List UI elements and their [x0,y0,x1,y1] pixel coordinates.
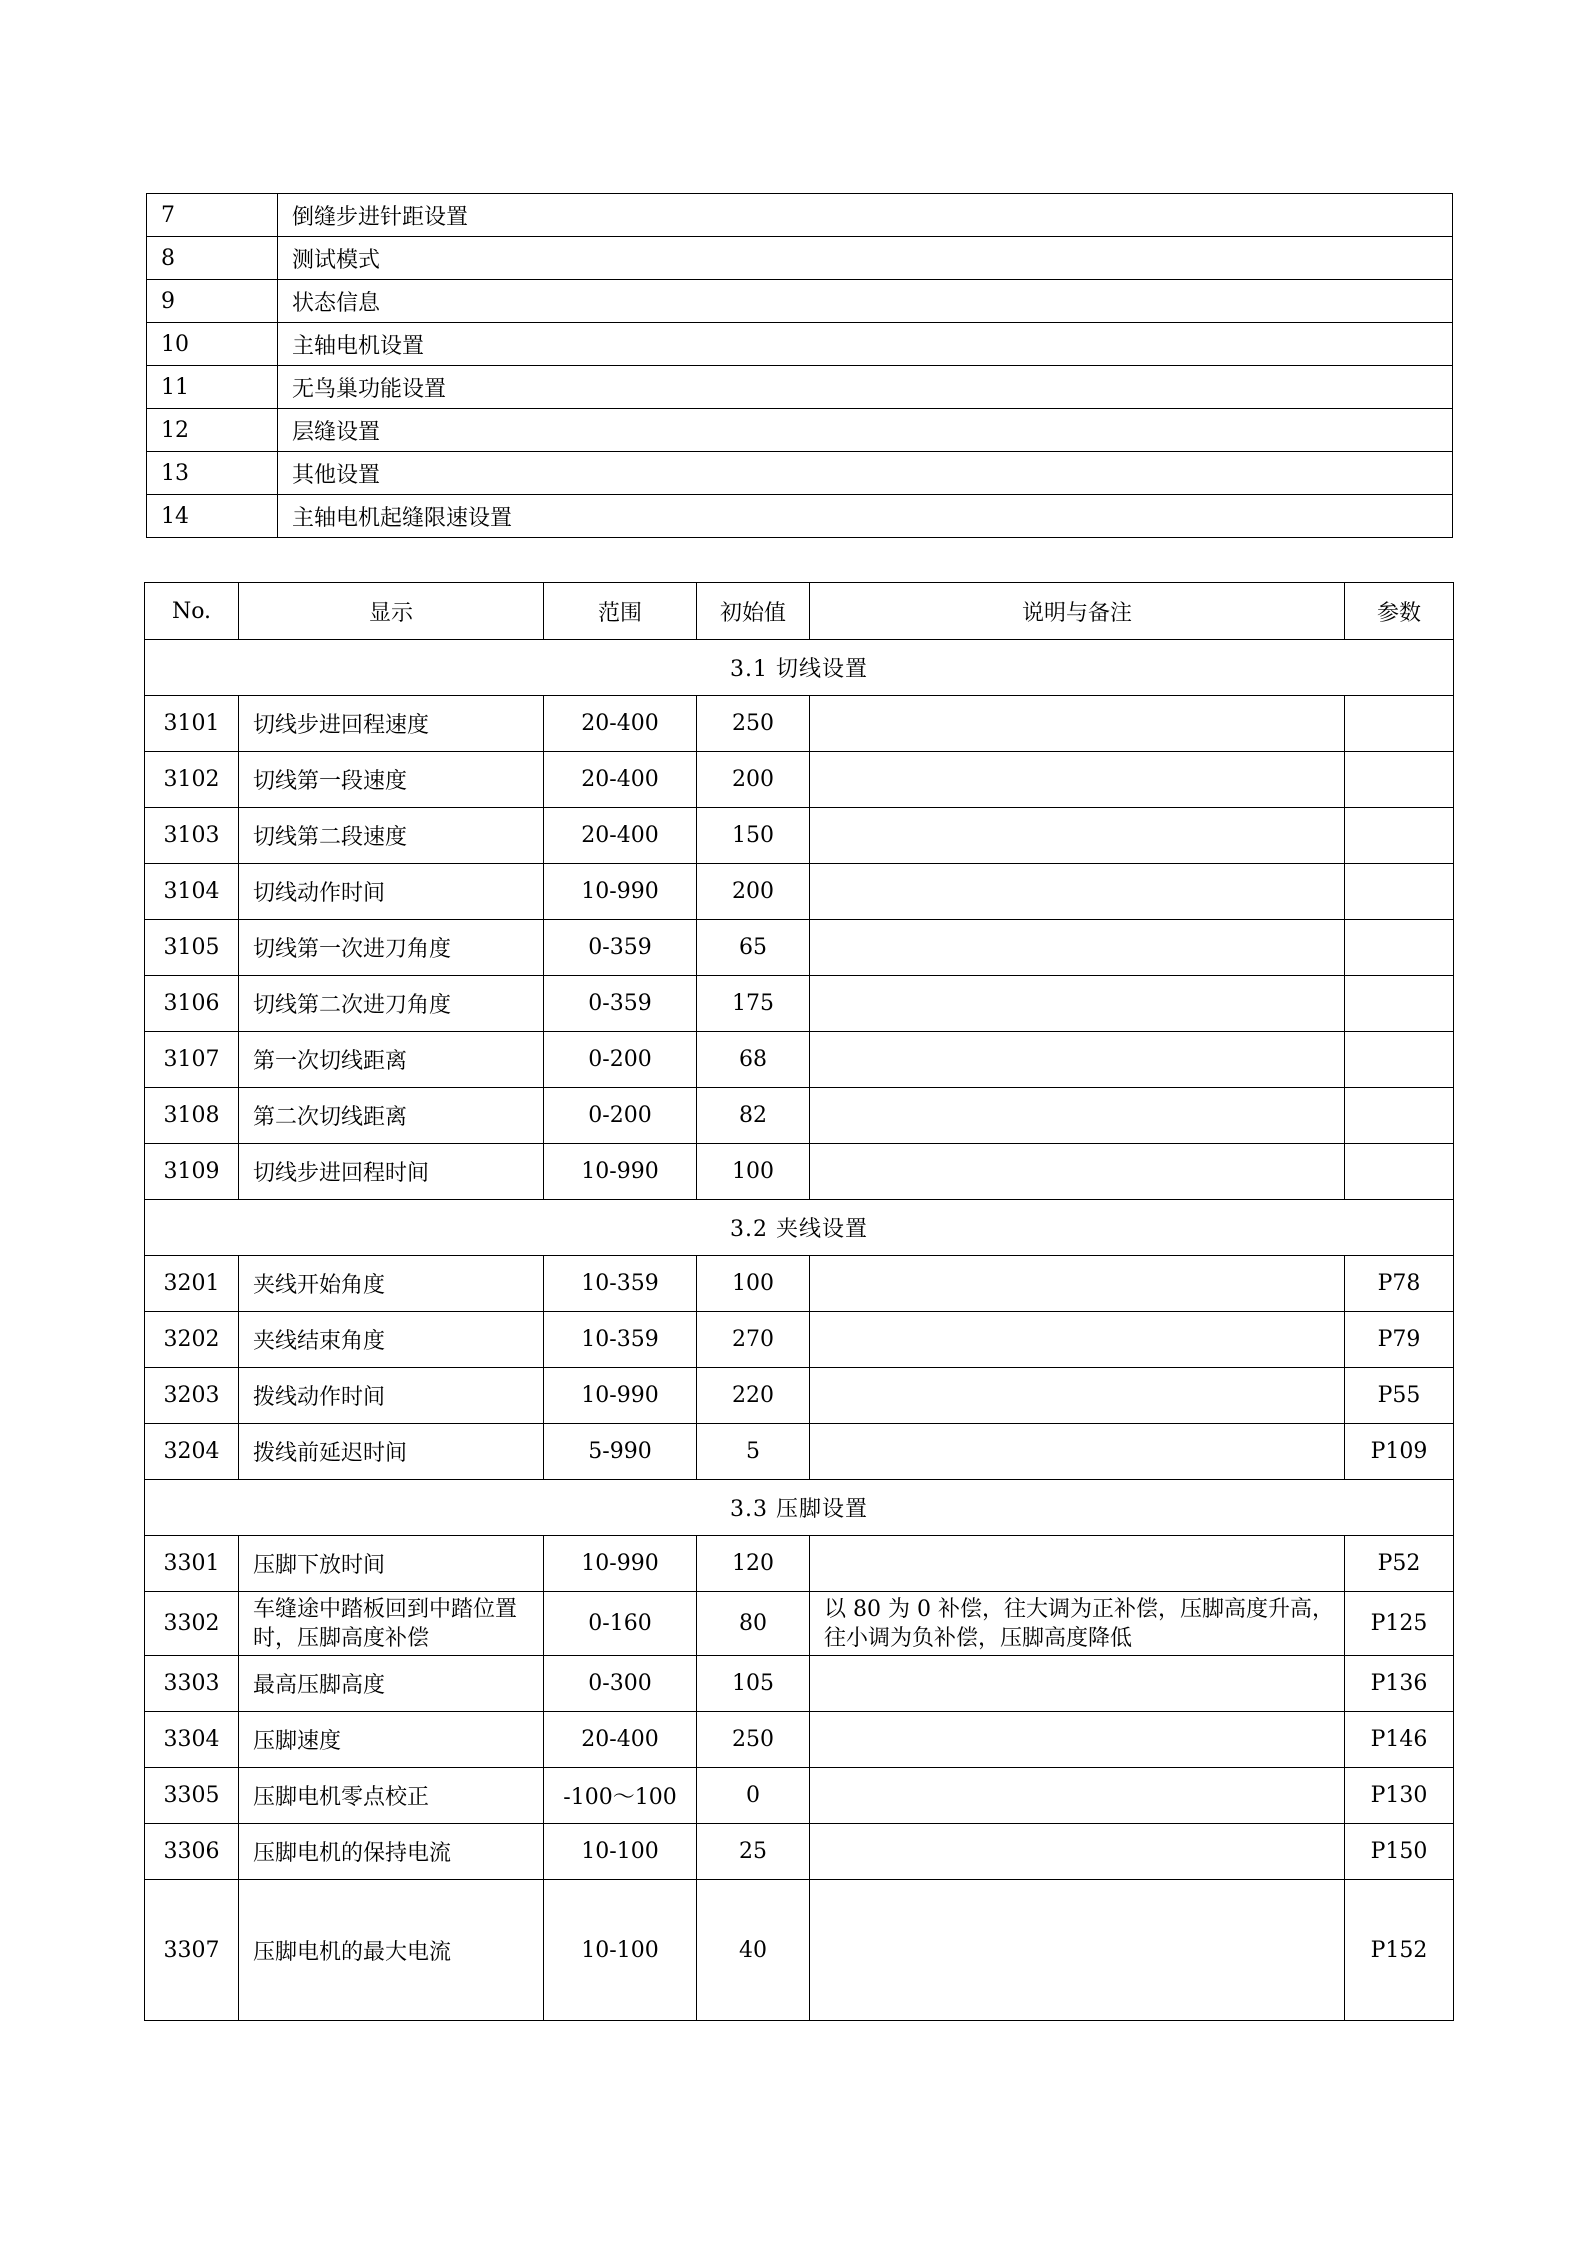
index-row [147,194,1453,237]
cell-display: 压脚电机的保持电流 [239,1824,544,1880]
cell-no: 3107 [145,1032,239,1088]
cell-display: 压脚电机零点校正 [239,1768,544,1824]
cell-param: P146 [1345,1712,1454,1768]
header-note: 说明与备注 [810,583,1345,640]
cell-display: 压脚电机的最大电流 [239,1880,544,2021]
cell-no: 3307 [145,1880,239,2021]
table-row [145,752,1454,808]
cell-display: 切线第二次进刀角度 [239,976,544,1032]
cell-range: 0-300 [544,1656,697,1712]
cell-no: 3102 [145,752,239,808]
cell-initial: 100 [697,1256,810,1312]
index-row [147,280,1453,323]
cell-initial: 65 [697,920,810,976]
cell-range: 20-400 [544,1712,697,1768]
table-row [145,1656,1454,1712]
cell-display: 切线步进回程速度 [239,696,544,752]
cell-param [1345,696,1454,752]
cell-param: P55 [1345,1368,1454,1424]
cell-note [810,976,1345,1032]
table-row [145,1592,1454,1656]
table-row [145,920,1454,976]
cell-note [810,1712,1345,1768]
index-number: 10 [147,323,278,366]
header-initial: 初始值 [697,583,810,640]
table-row [145,1144,1454,1200]
cell-range: 0-359 [544,976,697,1032]
cell-display: 切线第二段速度 [239,808,544,864]
cell-param: P78 [1345,1256,1454,1312]
cell-display: 第二次切线距离 [239,1088,544,1144]
cell-display: 第一次切线距离 [239,1032,544,1088]
header-range: 范围 [544,583,697,640]
cell-note [810,1880,1345,2021]
cell-initial: 80 [697,1592,810,1656]
cell-initial: 0 [697,1768,810,1824]
table-row [145,1032,1454,1088]
parameter-table [144,582,1454,2021]
cell-initial: 105 [697,1656,810,1712]
cell-initial: 220 [697,1368,810,1424]
cell-note [810,1088,1345,1144]
table-row [145,1768,1454,1824]
cell-initial: 250 [697,696,810,752]
index-row [147,409,1453,452]
table-row [145,1256,1454,1312]
table-row [145,864,1454,920]
cell-initial: 250 [697,1712,810,1768]
cell-display: 拨线动作时间 [239,1368,544,1424]
cell-no: 3105 [145,920,239,976]
cell-note [810,920,1345,976]
table-row [145,1424,1454,1480]
cell-display: 切线步进回程时间 [239,1144,544,1200]
cell-no: 3104 [145,864,239,920]
table-row [145,1824,1454,1880]
cell-param: P109 [1345,1424,1454,1480]
cell-range: 10-100 [544,1824,697,1880]
index-number: 11 [147,366,278,409]
index-title: 其他设置 [278,452,1453,495]
section-row [145,1480,1454,1536]
section-title: 3.2 夹线设置 [145,1200,1454,1256]
cell-no: 3304 [145,1712,239,1768]
cell-no: 3301 [145,1536,239,1592]
cell-param [1345,976,1454,1032]
cell-note [810,864,1345,920]
index-number: 14 [147,495,278,538]
index-title: 无鸟巢功能设置 [278,366,1453,409]
table-row [145,1712,1454,1768]
cell-param: P130 [1345,1768,1454,1824]
cell-range: 5-990 [544,1424,697,1480]
cell-note [810,1032,1345,1088]
index-row [147,323,1453,366]
cell-param [1345,752,1454,808]
cell-param [1345,920,1454,976]
cell-note [810,1824,1345,1880]
cell-param [1345,864,1454,920]
cell-param [1345,808,1454,864]
cell-display: 拨线前延迟时间 [239,1424,544,1480]
cell-no: 3305 [145,1768,239,1824]
cell-note [810,1256,1345,1312]
menu-index-table [146,193,1453,538]
cell-no: 3108 [145,1088,239,1144]
cell-note [810,1144,1345,1200]
cell-no: 3202 [145,1312,239,1368]
index-title: 测试模式 [278,237,1453,280]
cell-range: 0-200 [544,1032,697,1088]
cell-range: 10-359 [544,1312,697,1368]
index-number: 8 [147,237,278,280]
cell-note [810,1368,1345,1424]
cell-range: 10-100 [544,1880,697,2021]
cell-range: 20-400 [544,696,697,752]
cell-param: P152 [1345,1880,1454,2021]
cell-initial: 68 [697,1032,810,1088]
cell-param [1345,1088,1454,1144]
cell-note [810,1768,1345,1824]
section-title: 3.1 切线设置 [145,640,1454,696]
section-row [145,640,1454,696]
section-row [145,1200,1454,1256]
cell-note [810,808,1345,864]
cell-initial: 150 [697,808,810,864]
cell-param [1345,1032,1454,1088]
cell-range: 10-359 [544,1256,697,1312]
cell-initial: 82 [697,1088,810,1144]
index-row [147,495,1453,538]
cell-range: 0-359 [544,920,697,976]
cell-initial: 25 [697,1824,810,1880]
index-title: 主轴电机起缝限速设置 [278,495,1453,538]
table-row [145,1088,1454,1144]
cell-note [810,696,1345,752]
table-row [145,1312,1454,1368]
cell-param [1345,1144,1454,1200]
cell-initial: 5 [697,1424,810,1480]
cell-no: 3103 [145,808,239,864]
cell-display: 夹线结束角度 [239,1312,544,1368]
cell-range: 0-200 [544,1088,697,1144]
cell-param: P52 [1345,1536,1454,1592]
cell-display: 切线第一次进刀角度 [239,920,544,976]
cell-initial: 40 [697,1880,810,2021]
cell-display: 切线动作时间 [239,864,544,920]
table-row [145,976,1454,1032]
cell-initial: 200 [697,864,810,920]
index-title: 层缝设置 [278,409,1453,452]
table-row [145,808,1454,864]
cell-initial: 175 [697,976,810,1032]
cell-no: 3106 [145,976,239,1032]
cell-no: 3302 [145,1592,239,1656]
cell-param: P125 [1345,1592,1454,1656]
cell-no: 3109 [145,1144,239,1200]
index-number: 9 [147,280,278,323]
cell-note [810,1656,1345,1712]
index-number: 13 [147,452,278,495]
cell-no: 3306 [145,1824,239,1880]
cell-range: 20-400 [544,752,697,808]
cell-display: 最高压脚高度 [239,1656,544,1712]
cell-range: 10-990 [544,864,697,920]
cell-note [810,1312,1345,1368]
cell-display: 切线第一段速度 [239,752,544,808]
section-title: 3.3 压脚设置 [145,1480,1454,1536]
index-title: 主轴电机设置 [278,323,1453,366]
index-number: 12 [147,409,278,452]
cell-range: 10-990 [544,1144,697,1200]
index-row [147,452,1453,495]
cell-note [810,752,1345,808]
cell-initial: 200 [697,752,810,808]
index-row [147,237,1453,280]
cell-initial: 100 [697,1144,810,1200]
cell-no: 3203 [145,1368,239,1424]
cell-param: P150 [1345,1824,1454,1880]
index-title: 倒缝步进针距设置 [278,194,1453,237]
cell-note [810,1424,1345,1480]
cell-display: 夹线开始角度 [239,1256,544,1312]
index-title: 状态信息 [278,280,1453,323]
table-row [145,1368,1454,1424]
cell-param: P136 [1345,1656,1454,1712]
table-row [145,1880,1454,2021]
cell-range: 10-990 [544,1368,697,1424]
cell-no: 3201 [145,1256,239,1312]
cell-range: 0-160 [544,1592,697,1656]
index-row [147,366,1453,409]
cell-note [810,1536,1345,1592]
cell-note: 以 80 为 0 补偿，往大调为正补偿，压脚高度升高，往小调为负补偿，压脚高度降低 [810,1592,1345,1656]
table-row [145,696,1454,752]
table-row [145,1536,1454,1592]
header-param: 参数 [1345,583,1454,640]
cell-display: 压脚速度 [239,1712,544,1768]
cell-display: 压脚下放时间 [239,1536,544,1592]
cell-no: 3303 [145,1656,239,1712]
header-display: 显示 [239,583,544,640]
cell-param: P79 [1345,1312,1454,1368]
table-header-row [145,583,1454,640]
cell-range: -100～100 [544,1768,697,1824]
cell-range: 10-990 [544,1536,697,1592]
index-number: 7 [147,194,278,237]
cell-no: 3101 [145,696,239,752]
cell-no: 3204 [145,1424,239,1480]
cell-initial: 120 [697,1536,810,1592]
cell-display: 车缝途中踏板回到中踏位置时，压脚高度补偿 [239,1592,544,1656]
cell-initial: 270 [697,1312,810,1368]
cell-range: 20-400 [544,808,697,864]
header-no: No. [145,583,239,640]
